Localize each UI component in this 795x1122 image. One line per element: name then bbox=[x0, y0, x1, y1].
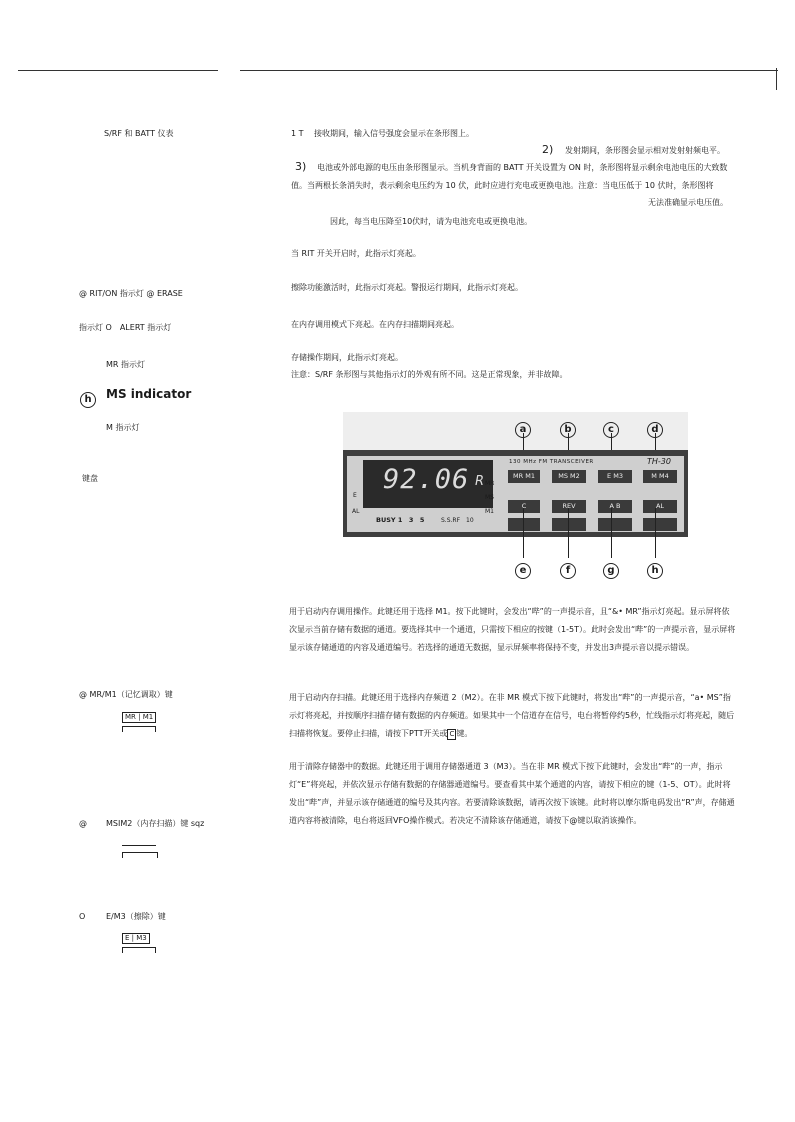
ms-key-description-b: 键。 bbox=[456, 729, 473, 738]
side-mark-ms: MS bbox=[485, 494, 494, 501]
label-e-m3-key: E/M3（擦除）键 bbox=[106, 912, 166, 921]
mr-key-description: 用于启动内存调用操作。此键还用于选择 M1。按下此键时，会发出“哔”的一声提示音，且“&• MR”指示灯亮起。显示屏将依次显示当前存储有数据的通道。要选择其中一个通道，只需按下相应的按键（1-5T）。此时会发出“哔”的一声提示音，显示屏将显示该存储通道的内容及通道编号。若选择的通道无数据，显示屏频率将保持不变，并发出3声提示音以提示错误。 bbox=[289, 607, 736, 652]
ms-key-description-a: 用于启动内存扫描。此键还用于选择内存频道 2（M2）。在非 MR 模式下按下此键时，将发出“哔”的一声提示音，“a• MS”指示灯将亮起，并按顺序扫描存储有数据的内存频道。如果其中一个信道存在信号，电台将暂停约5秒，忙线指示灯将亮起，随后扫描将恢复。要停止扫描，请按下PTT开关或 bbox=[289, 693, 735, 738]
ms-indicator-heading bbox=[80, 387, 96, 408]
e-m3-bracket bbox=[122, 947, 156, 953]
left-mark-al: AL bbox=[352, 508, 360, 515]
mr-m1-key-drawing: MR | M1 bbox=[122, 712, 156, 723]
ms-indicator-title: MS indicator bbox=[106, 387, 192, 401]
rit-description: 当 RIT 开关开启时，此指示灯亮起。 bbox=[291, 249, 421, 258]
mr-description: 在内存调用模式下亮起。在内存扫描期间亮起。 bbox=[291, 320, 459, 329]
key-mr-m1[interactable]: MR M1 bbox=[508, 470, 540, 483]
m-description-2: 注意：S/RF 条形图与其他指示灯的外观有所不同。这是正常现象，并非故障。 bbox=[291, 370, 568, 379]
ms-key-description bbox=[289, 689, 737, 743]
callout-f: f bbox=[560, 558, 574, 572]
key-e-m3[interactable]: E M3 bbox=[598, 470, 632, 483]
srf-line-5: 无法准确显示电压值。 bbox=[648, 198, 728, 207]
key-blank-4[interactable] bbox=[643, 518, 677, 531]
srf-line-1: 1 T 接收期间，输入信号强度会显示在条形图上。 bbox=[291, 129, 475, 138]
callout-e: e bbox=[515, 558, 529, 572]
key-rev[interactable]: REV bbox=[552, 500, 586, 513]
ms-marker-icon: h bbox=[80, 392, 96, 408]
mr-m1-bracket bbox=[122, 726, 156, 732]
callout-a: a bbox=[515, 417, 529, 431]
lcd-mode: R bbox=[475, 474, 485, 489]
callout-h: h bbox=[647, 558, 661, 572]
label-mr-indicator: MR 指示灯 bbox=[106, 360, 146, 369]
key-blank-3[interactable] bbox=[598, 518, 632, 531]
key-al[interactable]: AL bbox=[643, 500, 677, 513]
leader-g bbox=[611, 508, 612, 558]
lcd-srf-scale: S.S.RF 10 bbox=[441, 517, 474, 524]
leader-f bbox=[568, 508, 569, 558]
srf-line-3-num: 3) bbox=[295, 160, 307, 173]
label-srf-batt: S/RF 和 BATT 仪表 bbox=[104, 129, 174, 138]
e-key-description: 用于清除存储器中的数据。此键还用于调用存储器通道 3（M3）。当在非 MR 模式下按下此键时，会发出“哔”的一声，指示灯“E”将亮起，并依次显示存储有数据的存储器通道编号。要查看其中某个通道的内容，请按下相应的键（1-5、OT）。此时将发出“哔”声，并显示该存储通道的编号及其内容。若要清除该数据，请再次按下该键。此时将以摩尔斯电码发出“R”声，存储通道内容将被清除，电台将返回VFO操作模式。若决定不清除该存储通道，请按下@键以取消该操作。 bbox=[289, 762, 735, 825]
top-rule-right bbox=[240, 70, 778, 71]
srf-line-2-num: 2) bbox=[542, 143, 554, 156]
label-ms-m2-key: MSIM2（内存扫描）键 sqz bbox=[106, 819, 205, 828]
brand-label: 130 MHz FM TRANSCEIVER bbox=[509, 459, 594, 465]
side-mark-m1: M1 bbox=[485, 508, 494, 515]
label-e-m3-prefix: O bbox=[79, 912, 86, 921]
srf-line-6: 因此，每当电压降至10伏时，请为电池充电或更换电池。 bbox=[330, 217, 533, 226]
callout-b: b bbox=[560, 417, 574, 431]
key-a-b[interactable]: A B bbox=[598, 500, 632, 513]
callout-g: g bbox=[603, 558, 617, 572]
ms-m2-bracket bbox=[122, 852, 158, 858]
lcd-display bbox=[363, 460, 493, 508]
callout-c: c bbox=[603, 417, 617, 431]
key-blank-2[interactable] bbox=[552, 518, 586, 531]
label-ms-m2-prefix: @ bbox=[79, 819, 87, 828]
key-m-m4[interactable]: M M4 bbox=[643, 470, 677, 483]
ms-m2-key-line bbox=[122, 845, 156, 846]
label-keypad: 键盘 bbox=[82, 474, 98, 483]
leader-e bbox=[523, 508, 524, 558]
srf-line-2: 发射期间，条形图会显示相对发射射频电平。 bbox=[565, 146, 725, 155]
model-label: TH-30 bbox=[647, 457, 671, 466]
srf-line-3: 电池或外部电源的电压由条形图显示。当机身背面的 BATT 开关设置为 ON 时，条形图将显示剩余电池电压的大致数 bbox=[317, 163, 728, 172]
m-description-1: 存储操作期间，此指示灯亮起。 bbox=[291, 353, 403, 362]
transceiver-panel bbox=[343, 450, 688, 537]
srf-line-4: 值。当两根长条消失时，表示剩余电压约为 10 伏，此时应进行充电或更换电池。注意：当电压低于 10 伏时，条形图将 bbox=[291, 181, 714, 190]
key-c[interactable]: C bbox=[508, 500, 540, 513]
erase-description: 擦除功能激活时，此指示灯亮起。警报运行期间，此指示灯亮起。 bbox=[291, 283, 523, 292]
lcd-busy-scale: BUSY 1 3 5 bbox=[376, 516, 425, 524]
key-blank-1[interactable] bbox=[508, 518, 540, 531]
e-m3-key-drawing: E | M3 bbox=[122, 933, 150, 944]
top-rule-left bbox=[18, 70, 218, 71]
top-rule-end bbox=[776, 68, 777, 90]
label-alert: 指示灯 O ALERT 指示灯 bbox=[79, 323, 172, 332]
lcd-frequency: 92.06 bbox=[383, 464, 470, 495]
leader-h bbox=[655, 508, 656, 558]
c-key-inline-icon: C bbox=[449, 730, 455, 738]
key-ms-m2[interactable]: MS M2 bbox=[552, 470, 586, 483]
transceiver-face bbox=[347, 456, 684, 532]
label-rit-erase: @ RIT/ON 指示灯 @ ERASE bbox=[79, 289, 183, 298]
callout-d: d bbox=[647, 417, 661, 431]
label-m-indicator: M 指示灯 bbox=[106, 423, 140, 432]
side-mark-mr: MR bbox=[485, 480, 495, 487]
left-mark-e: E bbox=[353, 492, 357, 499]
label-mr-m1-key: @ MR/M1（记忆调取）键 bbox=[79, 690, 173, 699]
